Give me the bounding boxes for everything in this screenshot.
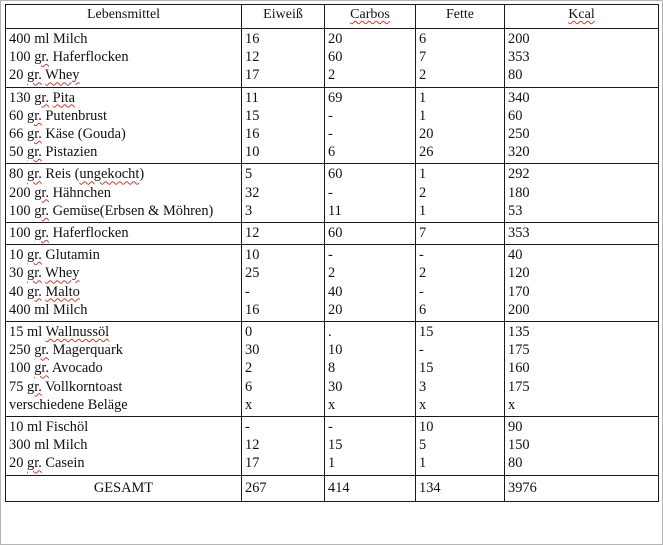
cell-carbos bbox=[325, 245, 416, 322]
value-fette: - bbox=[419, 247, 424, 264]
spellcheck-word: gr. bbox=[34, 202, 49, 219]
spellcheck-word: Whey bbox=[45, 265, 80, 282]
value-carbos: 2 bbox=[328, 265, 336, 282]
value-eiweiss: 10 bbox=[245, 247, 260, 264]
value-kcal: 180 bbox=[508, 184, 530, 201]
value-carbos: 11 bbox=[328, 202, 342, 219]
cell-fette bbox=[416, 417, 505, 476]
header-carbos-text: Carbos bbox=[350, 7, 390, 22]
cell-carbos bbox=[325, 29, 416, 88]
food-item: verschiedene Beläge bbox=[9, 396, 128, 413]
cell-eiweiss bbox=[242, 417, 325, 476]
value-carbos: - bbox=[328, 419, 333, 436]
value-carbos: 30 bbox=[328, 378, 343, 395]
cell-kcal bbox=[505, 29, 659, 88]
cell-kcal bbox=[505, 322, 659, 417]
food-item: 30 gr. Whey bbox=[9, 265, 80, 282]
cell-eiweiss bbox=[242, 29, 325, 88]
spellcheck-word: gr. bbox=[27, 247, 42, 264]
header-lebensmittel: Lebensmittel bbox=[6, 5, 242, 29]
food-item: 66 gr. Käse (Gouda) bbox=[9, 126, 126, 143]
meal-group-row bbox=[6, 417, 659, 476]
value-fette: 10 bbox=[419, 419, 434, 436]
cell-food bbox=[6, 322, 242, 417]
food-item: 130 gr. Pita bbox=[9, 89, 75, 106]
cell-carbos bbox=[325, 223, 416, 245]
cell-fette bbox=[416, 164, 505, 223]
food-item: 100 gr. Haferflocken bbox=[9, 49, 129, 66]
total-label: GESAMT bbox=[6, 475, 242, 501]
value-kcal: 250 bbox=[508, 126, 530, 143]
cell-eiweiss bbox=[242, 245, 325, 322]
value-carbos: 6 bbox=[328, 144, 336, 161]
total-carbos: 414 bbox=[325, 475, 416, 501]
value-carbos: 20 bbox=[328, 31, 343, 47]
cell-food bbox=[6, 164, 242, 223]
value-carbos: 60 bbox=[328, 225, 343, 242]
food-item: 10 gr. Glutamin bbox=[9, 247, 100, 264]
value-carbos: 60 bbox=[328, 166, 343, 183]
value-kcal: 90 bbox=[508, 419, 523, 436]
cell-food bbox=[6, 417, 242, 476]
food-item: 20 gr. Casein bbox=[9, 455, 85, 472]
value-eiweiss: 17 bbox=[245, 67, 260, 84]
value-kcal: 353 bbox=[508, 225, 530, 242]
value-carbos: - bbox=[328, 184, 333, 201]
cell-fette bbox=[416, 322, 505, 417]
value-fette: 15 bbox=[419, 360, 434, 377]
nutrition-table bbox=[5, 4, 659, 502]
spellcheck-word: gr. bbox=[34, 225, 49, 242]
header-kcal-text: Kcal bbox=[568, 7, 595, 22]
spellcheck-word: Malto bbox=[45, 283, 80, 300]
value-carbos: x bbox=[328, 396, 336, 413]
value-fette: 26 bbox=[419, 144, 434, 161]
value-kcal: 80 bbox=[508, 455, 523, 472]
cell-kcal bbox=[505, 417, 659, 476]
food-item: 400 ml Milch bbox=[9, 31, 88, 47]
value-fette: 7 bbox=[419, 225, 427, 242]
value-eiweiss: 32 bbox=[245, 184, 260, 201]
cell-kcal bbox=[505, 164, 659, 223]
meal-group-row bbox=[6, 164, 659, 223]
cell-food bbox=[6, 245, 242, 322]
value-kcal: 53 bbox=[508, 202, 523, 219]
cell-eiweiss bbox=[242, 87, 325, 164]
value-eiweiss: 2 bbox=[245, 360, 253, 377]
value-carbos: - bbox=[328, 247, 333, 264]
spellcheck-word: gr. bbox=[27, 265, 42, 282]
food-item: 10 ml Fischöl bbox=[9, 419, 89, 436]
value-eiweiss: 6 bbox=[245, 378, 253, 395]
food-item: 100 gr. Avocado bbox=[9, 360, 103, 377]
spellcheck-word: gr. bbox=[27, 67, 42, 84]
table-body bbox=[6, 29, 659, 502]
value-eiweiss: 11 bbox=[245, 89, 259, 106]
value-kcal: 135 bbox=[508, 324, 530, 341]
cell-carbos bbox=[325, 164, 416, 223]
cell-food bbox=[6, 87, 242, 164]
cell-carbos bbox=[325, 417, 416, 476]
value-fette: 15 bbox=[419, 324, 434, 341]
spellcheck-word: gr. bbox=[27, 455, 42, 472]
value-kcal: x bbox=[508, 396, 516, 413]
cell-eiweiss bbox=[242, 322, 325, 417]
value-eiweiss: - bbox=[245, 419, 250, 436]
header-fette: Fette bbox=[416, 5, 505, 29]
food-item: 100 gr. Gemüse(Erbsen & Möhren) bbox=[9, 202, 214, 219]
cell-fette bbox=[416, 223, 505, 245]
spellcheck-word: gr. bbox=[27, 283, 42, 300]
value-kcal: 353 bbox=[508, 49, 530, 66]
value-fette: 1 bbox=[419, 107, 427, 124]
header-carbos bbox=[325, 5, 416, 29]
value-eiweiss: 12 bbox=[245, 49, 260, 66]
header-eiweiss: Eiweiß bbox=[242, 5, 325, 29]
spellcheck-word: gr. bbox=[34, 360, 49, 377]
spellcheck-word: gr. bbox=[27, 126, 42, 143]
food-item: 60 gr. Putenbrust bbox=[9, 107, 107, 124]
spellcheck-word: gr. bbox=[34, 342, 49, 359]
food-item: 15 ml Wallnussöl bbox=[9, 324, 110, 341]
value-fette: - bbox=[419, 283, 424, 300]
value-carbos: 1 bbox=[328, 455, 336, 472]
cell-kcal bbox=[505, 87, 659, 164]
value-kcal: 80 bbox=[508, 67, 523, 84]
meal-group-row bbox=[6, 322, 659, 417]
food-item: 200 gr. Hähnchen bbox=[9, 184, 111, 201]
food-item: 80 gr. Reis (ungekocht) bbox=[9, 166, 145, 183]
value-fette: 1 bbox=[419, 166, 427, 183]
value-eiweiss: x bbox=[245, 396, 253, 413]
cell-eiweiss bbox=[242, 223, 325, 245]
value-fette: 2 bbox=[419, 265, 427, 282]
food-item: 400 ml Milch bbox=[9, 301, 88, 318]
header-kcal bbox=[505, 5, 659, 29]
value-kcal: 200 bbox=[508, 31, 530, 47]
value-fette: 7 bbox=[419, 49, 427, 66]
value-eiweiss: - bbox=[245, 283, 250, 300]
meal-group-row bbox=[6, 223, 659, 245]
food-item: 100 gr. Haferflocken bbox=[9, 225, 129, 242]
value-fette: 2 bbox=[419, 67, 427, 84]
value-kcal: 160 bbox=[508, 360, 530, 377]
value-fette: 5 bbox=[419, 437, 427, 454]
meal-group-row bbox=[6, 245, 659, 322]
spellcheck-word: gr. bbox=[27, 378, 42, 395]
spellcheck-word: gr. bbox=[34, 89, 49, 106]
value-fette: 1 bbox=[419, 455, 427, 472]
value-eiweiss: 3 bbox=[245, 202, 253, 219]
cell-kcal bbox=[505, 223, 659, 245]
cell-fette bbox=[416, 87, 505, 164]
value-fette: 2 bbox=[419, 184, 427, 201]
value-fette: 1 bbox=[419, 202, 427, 219]
spellcheck-word: gr. bbox=[27, 107, 42, 124]
food-item: 20 gr. Whey bbox=[9, 67, 80, 84]
value-kcal: 320 bbox=[508, 144, 530, 161]
value-eiweiss: 30 bbox=[245, 342, 260, 359]
value-kcal: 40 bbox=[508, 247, 523, 264]
value-kcal: 292 bbox=[508, 166, 530, 183]
cell-eiweiss bbox=[242, 164, 325, 223]
cell-food bbox=[6, 223, 242, 245]
food-item: 40 gr. Malto bbox=[9, 283, 80, 300]
cell-fette bbox=[416, 29, 505, 88]
spellcheck-word: gr. bbox=[34, 184, 49, 201]
value-eiweiss: 16 bbox=[245, 126, 260, 143]
value-eiweiss: 25 bbox=[245, 265, 260, 282]
cell-carbos bbox=[325, 322, 416, 417]
food-item: 300 ml Milch bbox=[9, 437, 88, 454]
total-fette: 134 bbox=[416, 475, 505, 501]
value-kcal: 170 bbox=[508, 283, 530, 300]
food-item: 50 gr. Pistazien bbox=[9, 144, 98, 161]
spellcheck-word: gr. bbox=[27, 144, 42, 161]
value-eiweiss: 12 bbox=[245, 225, 260, 242]
value-carbos: 60 bbox=[328, 49, 343, 66]
total-eiweiss: 267 bbox=[242, 475, 325, 501]
value-eiweiss: 16 bbox=[245, 301, 260, 318]
cell-kcal bbox=[505, 245, 659, 322]
spellcheck-word: Whey bbox=[45, 67, 80, 84]
value-fette: x bbox=[419, 396, 427, 413]
total-kcal: 3976 bbox=[505, 475, 659, 501]
value-eiweiss: 12 bbox=[245, 437, 260, 454]
cell-fette bbox=[416, 245, 505, 322]
table-header-row bbox=[6, 5, 659, 29]
value-eiweiss: 10 bbox=[245, 144, 260, 161]
value-carbos: . bbox=[328, 324, 332, 341]
value-carbos: 15 bbox=[328, 437, 343, 454]
value-carbos: 10 bbox=[328, 342, 343, 359]
value-kcal: 175 bbox=[508, 378, 530, 395]
value-carbos: 2 bbox=[328, 67, 336, 84]
food-item: 250 gr. Magerquark bbox=[9, 342, 123, 359]
spellcheck-word: ungekocht bbox=[79, 166, 140, 183]
value-carbos: - bbox=[328, 126, 333, 143]
value-fette: 1 bbox=[419, 89, 427, 106]
value-kcal: 340 bbox=[508, 89, 530, 106]
value-fette: 6 bbox=[419, 301, 427, 318]
value-eiweiss: 15 bbox=[245, 107, 260, 124]
value-eiweiss: 16 bbox=[245, 31, 260, 47]
value-fette: 20 bbox=[419, 126, 434, 143]
spellcheck-word: Pita bbox=[52, 89, 75, 106]
value-kcal: 200 bbox=[508, 301, 530, 318]
cell-food bbox=[6, 29, 242, 88]
value-eiweiss: 17 bbox=[245, 455, 260, 472]
value-fette: - bbox=[419, 342, 424, 359]
food-item: 75 gr. Vollkorntoast bbox=[9, 378, 123, 395]
value-carbos: 69 bbox=[328, 89, 343, 106]
meal-group-row bbox=[6, 29, 659, 88]
value-eiweiss: 0 bbox=[245, 324, 253, 341]
cell-carbos bbox=[325, 87, 416, 164]
spellcheck-word: Wallnussöl bbox=[45, 324, 110, 341]
spellcheck-word: gr. bbox=[27, 166, 42, 183]
value-kcal: 175 bbox=[508, 342, 530, 359]
value-kcal: 120 bbox=[508, 265, 530, 282]
value-carbos: 20 bbox=[328, 301, 343, 318]
value-carbos: 40 bbox=[328, 283, 343, 300]
value-carbos: - bbox=[328, 107, 333, 124]
meal-group-row bbox=[6, 87, 659, 164]
value-carbos: 8 bbox=[328, 360, 336, 377]
value-fette: 3 bbox=[419, 378, 427, 395]
value-fette: 6 bbox=[419, 31, 427, 47]
total-row bbox=[6, 475, 659, 501]
value-kcal: 150 bbox=[508, 437, 530, 454]
value-kcal: 60 bbox=[508, 107, 523, 124]
spellcheck-word: gr. bbox=[34, 49, 49, 66]
value-eiweiss: 5 bbox=[245, 166, 253, 183]
